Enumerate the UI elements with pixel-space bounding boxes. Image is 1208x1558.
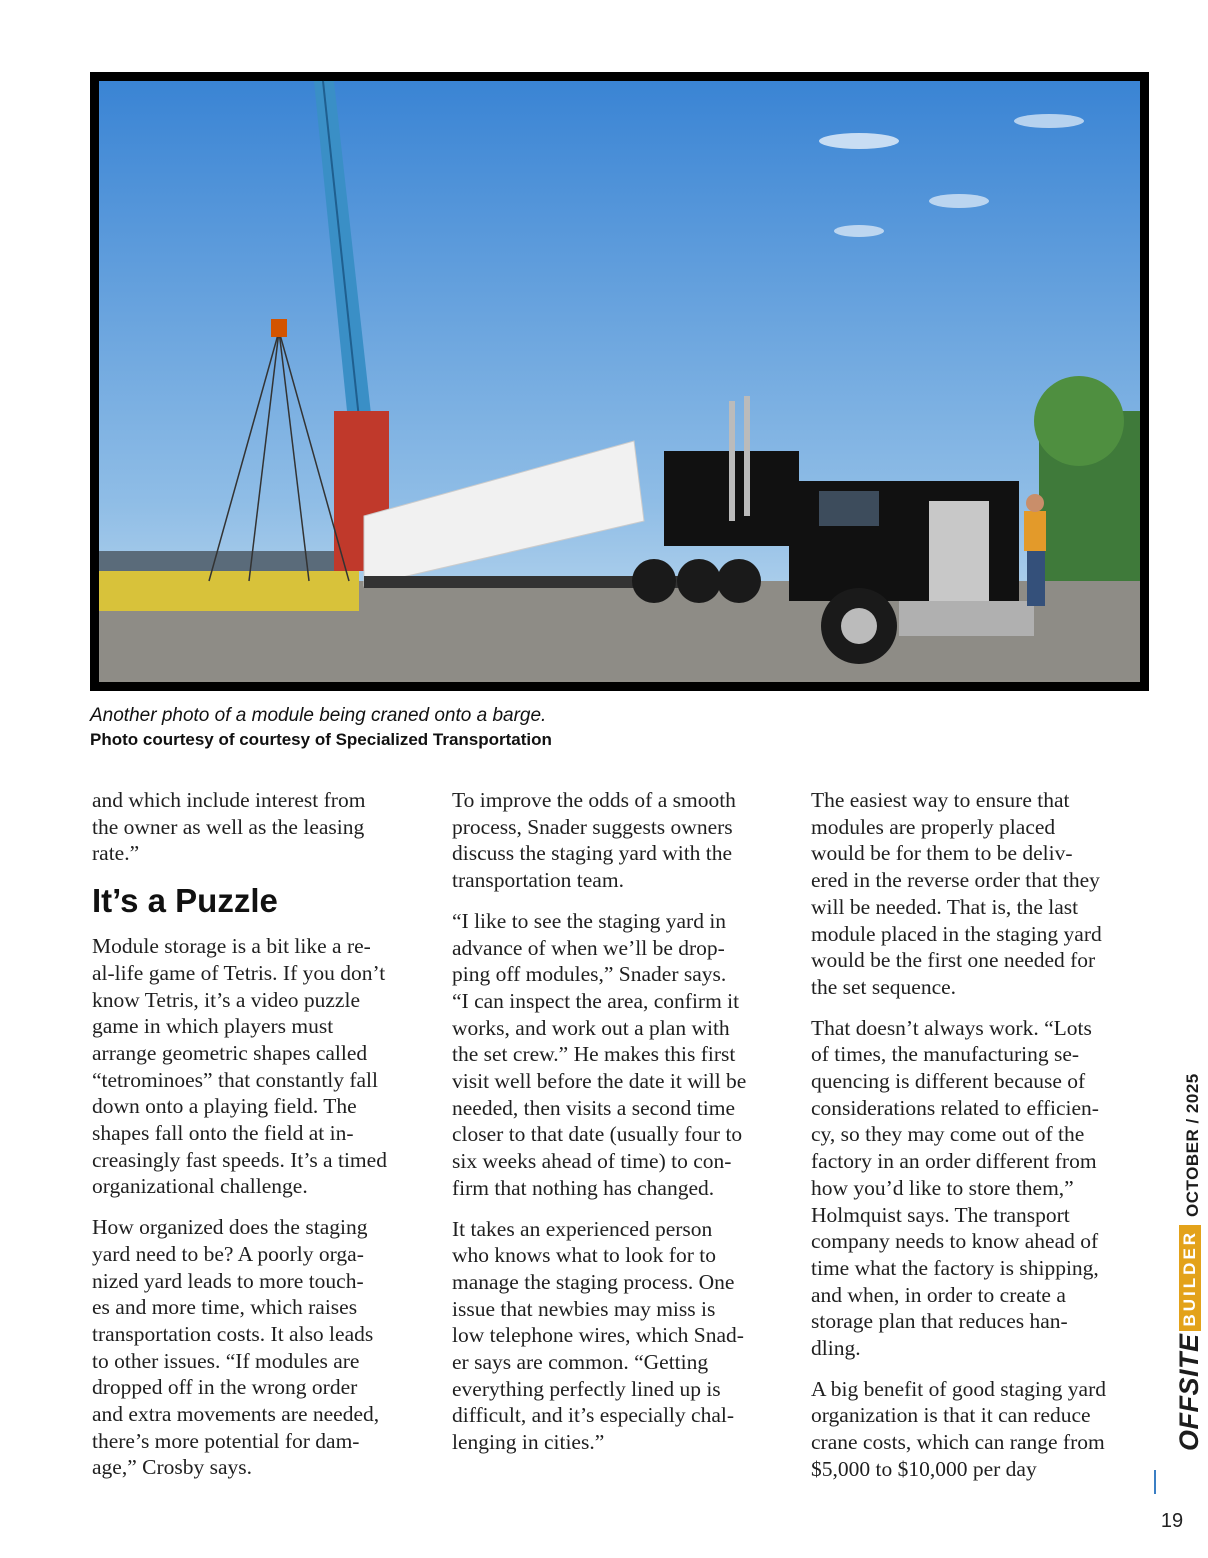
paragraph: It takes an experienced person who knows what to look for to manage the staging process. One issue that newbies may miss is low telephone wires, which Snad- er says are common. “Getting everything perfectly lined up is difficult, and it’s especially chal- lenging in cities.” [452, 1216, 744, 1455]
magazine-sidebar [1159, 1073, 1204, 1465]
page-number: 19 [1160, 1510, 1184, 1532]
paragraph: “I like to see the staging yard in advance of when we’ll be drop- ping off modules,” Snader says. “I can inspect the area, confirm it works, and work out a plan with the set crew.” He makes this first visit well before the date it will be needed, then visits a second time closer to that date (usually four to six weeks ahead of time) to con- firm that nothing has changed. [452, 908, 747, 1200]
paragraph: That doesn’t always work. “Lots of times, the manufacturing se- quencing is different because of considerations related to efficien- cy, so they may come out of the factory in an order different from how you’d like to store them,” Holmquist says. The transport company needs to know ahead of time what the factory is shipping, and when, in order to create a storage plan that reduces han- dling. [811, 1015, 1099, 1361]
article-column-1 [92, 787, 432, 1495]
truck-crane-illustration [99, 81, 1140, 682]
section-heading: It’s a Puzzle [92, 882, 278, 920]
article-photo [90, 72, 1149, 691]
article-column-3 [811, 787, 1151, 1497]
paragraph: How organized does the staging yard need to be? A poorly orga- nized yard leads to more touch- es and more time, which raises transportation costs. It also leads to other issues. “If modules are dropped off in the wrong order and extra movements are needed, there’s more potential for dam- age,” Crosby says. [92, 1215, 380, 1480]
accent-divider [1154, 1470, 1156, 1494]
magazine-logo-builder: BUILDER [1179, 1225, 1201, 1332]
article-column-2 [452, 787, 792, 1470]
paragraph: A big benefit of good staging yard organization is that it can reduce crane costs, which can range from $5,000 to $10,000 per day [811, 1376, 1106, 1481]
paragraph: Module storage is a bit like a re- al-life game of Tetris. If you don’t know Tetris, it’s a video puzzle game in which players must arrange geometric shapes called “tetrominoes” that constantly fall down onto a playing field. The shapes fall onto the field at in- creasingly fast speeds. It’s a timed organizational challenge. [92, 934, 387, 1199]
caption-text: Another photo of a module being craned onto a barge. [90, 705, 547, 726]
paragraph: The easiest way to ensure that modules are properly placed would be for them to be deliv- ered in the reverse order that they will be needed. That is, the last module placed in the staging yard would be the first one needed for the set sequence. [811, 788, 1102, 999]
magazine-logo-offsite: OFFSITE [1174, 1333, 1204, 1451]
paragraph: and which include interest from the owner as well as the leasing rate.” [92, 788, 366, 866]
photo-caption [90, 704, 1090, 752]
issue-date: OCTOBER / 2025 [1183, 1073, 1202, 1217]
paragraph: To improve the odds of a smooth process, Snader suggests owners discuss the staging yard with the transportation team. [452, 788, 736, 893]
photo-credit: Photo courtesy of courtesy of Specialized Transportation [90, 730, 552, 749]
magazine-sidebar-text [1175, 1073, 1208, 1451]
